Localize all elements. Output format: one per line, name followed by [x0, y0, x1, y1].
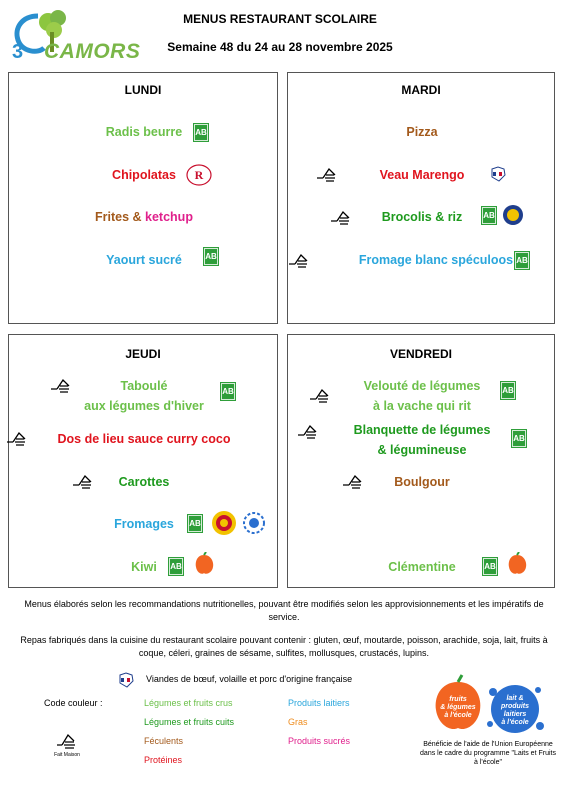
- svg-text:& légumes: & légumes: [440, 704, 476, 711]
- dish-ketchup-text: ketchup: [145, 210, 193, 224]
- dish-blanquette: Blanquette de légumes: [353, 423, 491, 437]
- ab-organic-icon: [187, 514, 203, 533]
- note-meat-origin: Viandes de bœuf, volaille et porc d'origine française: [146, 674, 353, 684]
- svg-text:à l'école: à l'école: [444, 712, 472, 719]
- svg-text:R: R: [194, 168, 204, 182]
- day-title-monday: LUNDI: [124, 83, 162, 97]
- dish-yaourt: Yaourt sucré: [106, 253, 182, 267]
- legend-title: Code couleur :: [44, 698, 103, 708]
- dish-brocolis: Brocolis & riz: [381, 210, 463, 224]
- svg-text:produits: produits: [501, 703, 529, 710]
- fait-maison-icon: [51, 377, 73, 393]
- dish-blanquette-line2: & légumineuse: [377, 443, 467, 457]
- ab-organic-icon: [220, 382, 236, 401]
- dish-carottes: Carottes: [118, 475, 170, 489]
- ab-text: AB: [170, 562, 182, 571]
- dish-taboule: Taboulé: [120, 379, 168, 393]
- french-origin-icon: [489, 166, 507, 182]
- fait-maison-icon: [310, 387, 332, 403]
- svg-text:à l'école: à l'école: [501, 719, 529, 726]
- dish-pizza: Pizza: [406, 125, 438, 139]
- ab-text: AB: [483, 211, 495, 220]
- svg-text:3: 3: [12, 41, 24, 63]
- week-subtitle: Semaine 48 du 24 au 28 novembre 2025: [167, 40, 393, 54]
- day-title-friday: VENDREDI: [389, 347, 452, 361]
- day-box-tuesday: [287, 72, 555, 324]
- day-box-thursday: [8, 334, 278, 588]
- lait-ecole-small-icon: [241, 510, 267, 536]
- ab-text: AB: [513, 434, 525, 443]
- dish-fromages: Fromages: [114, 517, 174, 531]
- ab-organic-icon: [511, 429, 527, 448]
- fait-maison-icon: [317, 166, 339, 182]
- lait-ecole-logo: [484, 680, 546, 738]
- ab-text: AB: [502, 386, 514, 395]
- ab-text: AB: [222, 387, 234, 396]
- brand-name: CAMORS: [44, 40, 141, 63]
- dish-veau: Veau Marengo: [379, 168, 465, 182]
- fait-maison-label: Fait Maison: [54, 752, 80, 758]
- french-origin-icon: [117, 672, 135, 688]
- page-title: MENUS RESTAURANT SCOLAIRE: [183, 12, 377, 26]
- legend-cooked-veg: Légumes et fruits cuits: [144, 717, 235, 727]
- ab-organic-icon: [481, 206, 497, 225]
- fait-maison-icon: [55, 731, 79, 749]
- legend-starch: Féculents: [144, 736, 184, 746]
- fait-maison-icon: [331, 209, 353, 225]
- svg-text:laitiers: laitiers: [503, 711, 527, 718]
- dish-radis: Radis beurre: [105, 125, 183, 139]
- aop-quality-icon: [211, 510, 237, 536]
- fait-maison-icon: [73, 473, 95, 489]
- ab-text: AB: [195, 128, 207, 137]
- svg-text:fruits: fruits: [449, 696, 467, 703]
- ab-text: AB: [484, 562, 496, 571]
- ab-organic-icon: [168, 557, 184, 576]
- svg-text:lait &: lait &: [506, 695, 524, 702]
- fait-maison-icon: [289, 252, 311, 268]
- eu-program-text: Bénéficie de l'aide de l'Union Européenne dans le cadre du programme "Laits et Fruits à l'école": [420, 741, 556, 766]
- fait-maison-icon: [7, 430, 29, 446]
- dish-veloute: Velouté de légumes: [363, 379, 481, 393]
- ab-text: AB: [205, 252, 217, 261]
- dish-taboule-line2: aux légumes d'hiver: [84, 399, 204, 413]
- ab-organic-icon: [203, 247, 219, 266]
- legend-sugar: Produits sucrés: [288, 736, 351, 746]
- note-recommendations: Menus élaborés selon les recommandations nutritionelles, pouvant être modifiés selon les approvisionnements et les impératifs de service.: [24, 599, 544, 622]
- dish-boulgour: Boulgour: [394, 475, 450, 489]
- fruits-ecole-small-icon: [193, 552, 215, 576]
- dish-chipolatas: Chipolatas: [112, 168, 176, 182]
- legend-raw-veg: Légumes et fruits crus: [144, 698, 233, 708]
- dish-frites: [9, 207, 279, 227]
- day-title-tuesday: MARDI: [401, 83, 441, 97]
- legend-dairy: Produits laitiers: [288, 698, 350, 708]
- fruits-ecole-small-icon: [506, 552, 528, 576]
- day-box-friday: [287, 334, 555, 588]
- legend-protein: Protéines: [144, 755, 183, 765]
- dish-frites-text: Frites &: [95, 210, 146, 224]
- dish-clementine: Clémentine: [388, 560, 456, 574]
- ab-organic-icon: [193, 123, 209, 142]
- dish-dos-de-lieu: Dos de lieu sauce curry coco: [57, 432, 231, 446]
- dish-kiwi: Kiwi: [131, 560, 157, 574]
- ab-organic-icon: [500, 381, 516, 400]
- ab-organic-icon: [482, 557, 498, 576]
- fruits-ecole-logo: [430, 674, 486, 734]
- ab-text: AB: [516, 256, 528, 265]
- ab-text: AB: [189, 519, 201, 528]
- label-rouge-icon: [186, 164, 212, 186]
- dish-fromage-blanc: Fromage blanc spéculoos: [358, 253, 514, 267]
- legend-fat: Gras: [288, 717, 308, 727]
- fait-maison-icon: [343, 473, 365, 489]
- day-title-thursday: JEUDI: [125, 347, 161, 361]
- dish-veloute-line2: à la vache qui rit: [373, 399, 471, 413]
- day-box-monday: [8, 72, 278, 324]
- note-allergens: Repas fabriqués dans la cuisine du restaurant scolaire pouvant contenir : gluten, œuf, moutarde, poisson, arachide, soja, lait, fruits à coque, céleri, graines de sésame, sulfites, mollusques, crustacés, lupins.: [20, 635, 548, 658]
- igp-quality-icon: [501, 204, 525, 226]
- ab-organic-icon: [514, 251, 530, 270]
- fait-maison-icon: [298, 423, 320, 439]
